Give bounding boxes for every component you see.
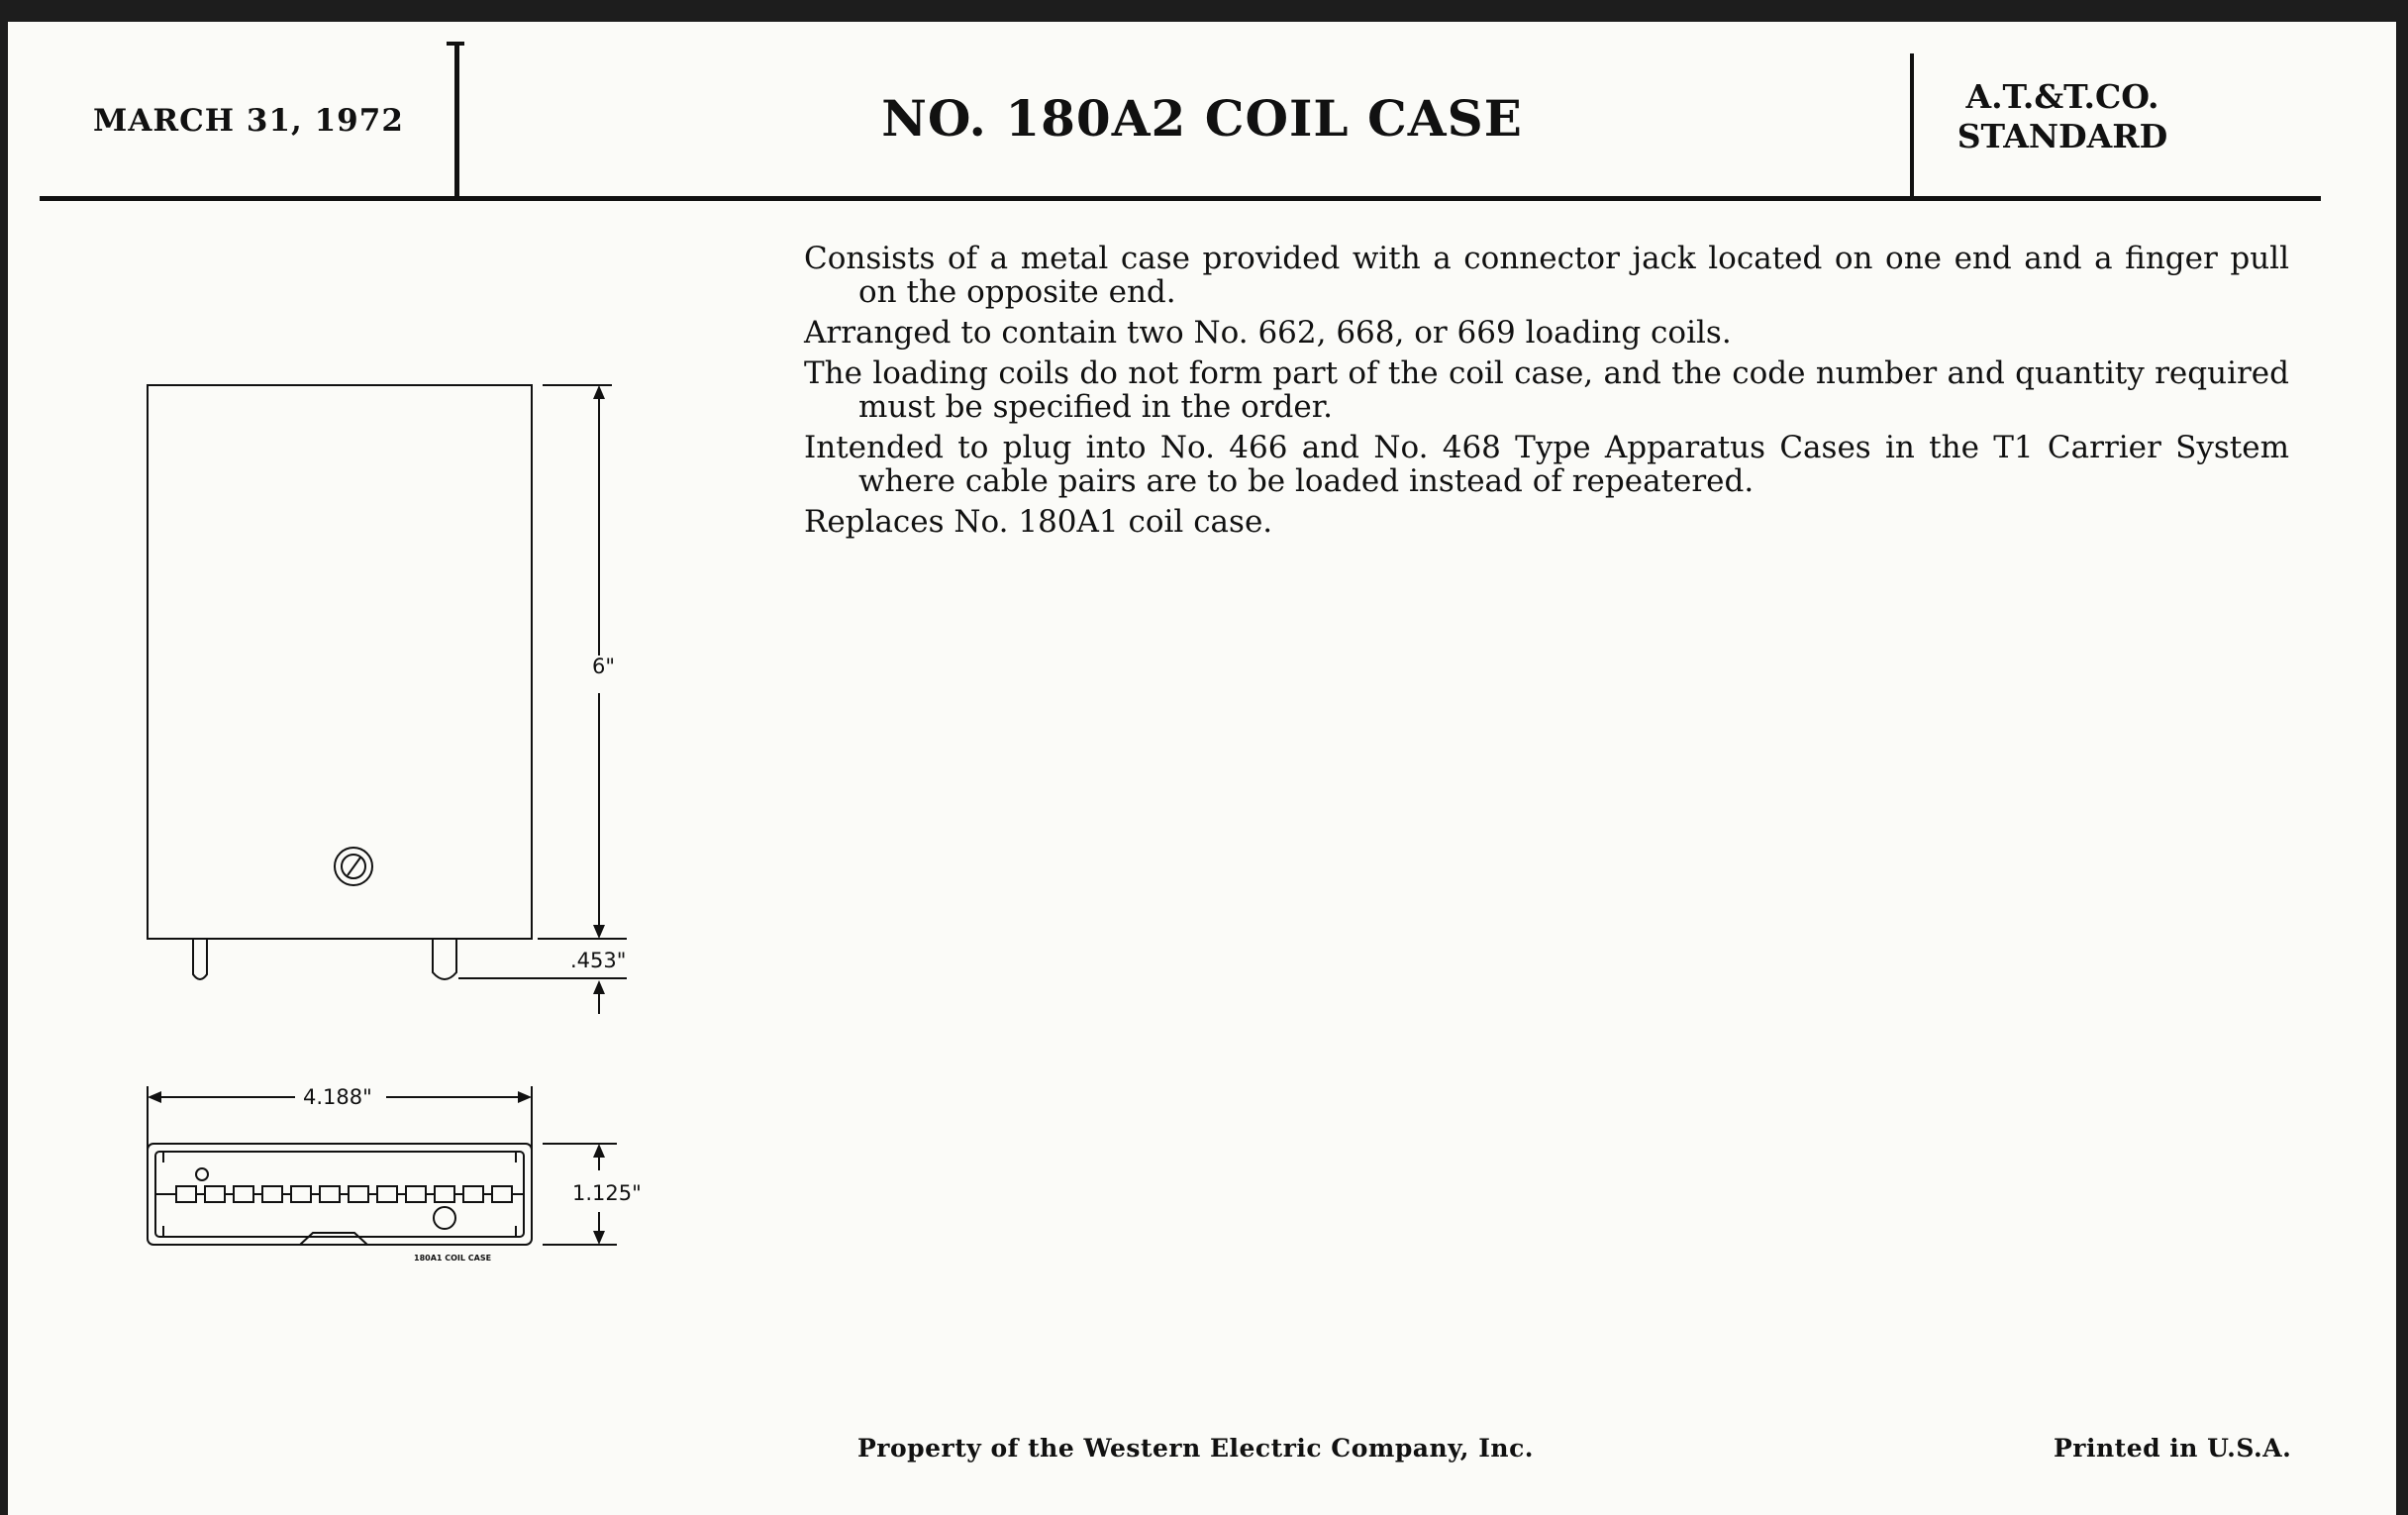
terminal [291,1186,311,1202]
standard-org: A.T.&T.CO. [1965,77,2159,116]
terminal [406,1186,426,1202]
printed-notice: Printed in U.S.A. [2054,1434,2292,1463]
terminal [463,1186,483,1202]
width-dimension-label: 4.188" [303,1085,372,1109]
property-notice: Property of the Western Electric Company, Inc. [857,1434,1535,1463]
terminal [320,1186,340,1202]
spec-card [8,22,2396,1515]
terminal [176,1186,196,1202]
arrow-up [593,980,605,994]
coil-case-drawing [8,22,2396,1515]
arrow-up [593,1144,605,1158]
description-paragraph: Replaces No. 180A1 coil case. [804,504,1273,540]
pin-dimension-label: .453" [570,949,627,972]
height-dimension-label: 6" [592,655,616,678]
mount-hole-large [434,1207,455,1229]
description-paragraph: The loading coils do not form part of the coil case, and the code number and quantity required must be specified in the order. [804,355,2289,425]
standard-label: STANDARD [1956,117,2168,155]
arrow-down [593,1231,605,1245]
terminal [262,1186,282,1202]
arrow-left [148,1091,161,1103]
terminal [435,1186,454,1202]
pin-right [433,939,456,979]
drawing-caption: 180A1 COIL CASE [414,1254,492,1262]
mount-hole-small [196,1168,208,1180]
description-paragraph: Intended to plug into No. 466 and No. 468 Type Apparatus Cases in the T1 Carrier System where cable pairs are to be loaded instead of repeatered. [804,430,2289,499]
depth-dimension-label: 1.125" [572,1181,642,1205]
case-front-outline [148,385,532,939]
terminal [377,1186,397,1202]
terminal [234,1186,253,1202]
arrow-down [593,925,605,939]
finger-pull [300,1233,367,1245]
jack-slash [348,858,360,875]
issue-date: MARCH 31, 1972 [93,103,404,139]
page-title: NO. 180A2 COIL CASE [881,89,1523,148]
description-paragraph: Arranged to contain two No. 662, 668, or 669 loading coils. [804,315,1732,351]
arrow-right [518,1091,532,1103]
terminal [205,1186,225,1202]
pin-left [193,939,207,979]
terminal [349,1186,368,1202]
terminal [492,1186,512,1202]
arrow-up [593,385,605,399]
description-paragraph: Consists of a metal case provided with a connector jack located on one end and a finger pull on the opposite end. [804,241,2289,310]
